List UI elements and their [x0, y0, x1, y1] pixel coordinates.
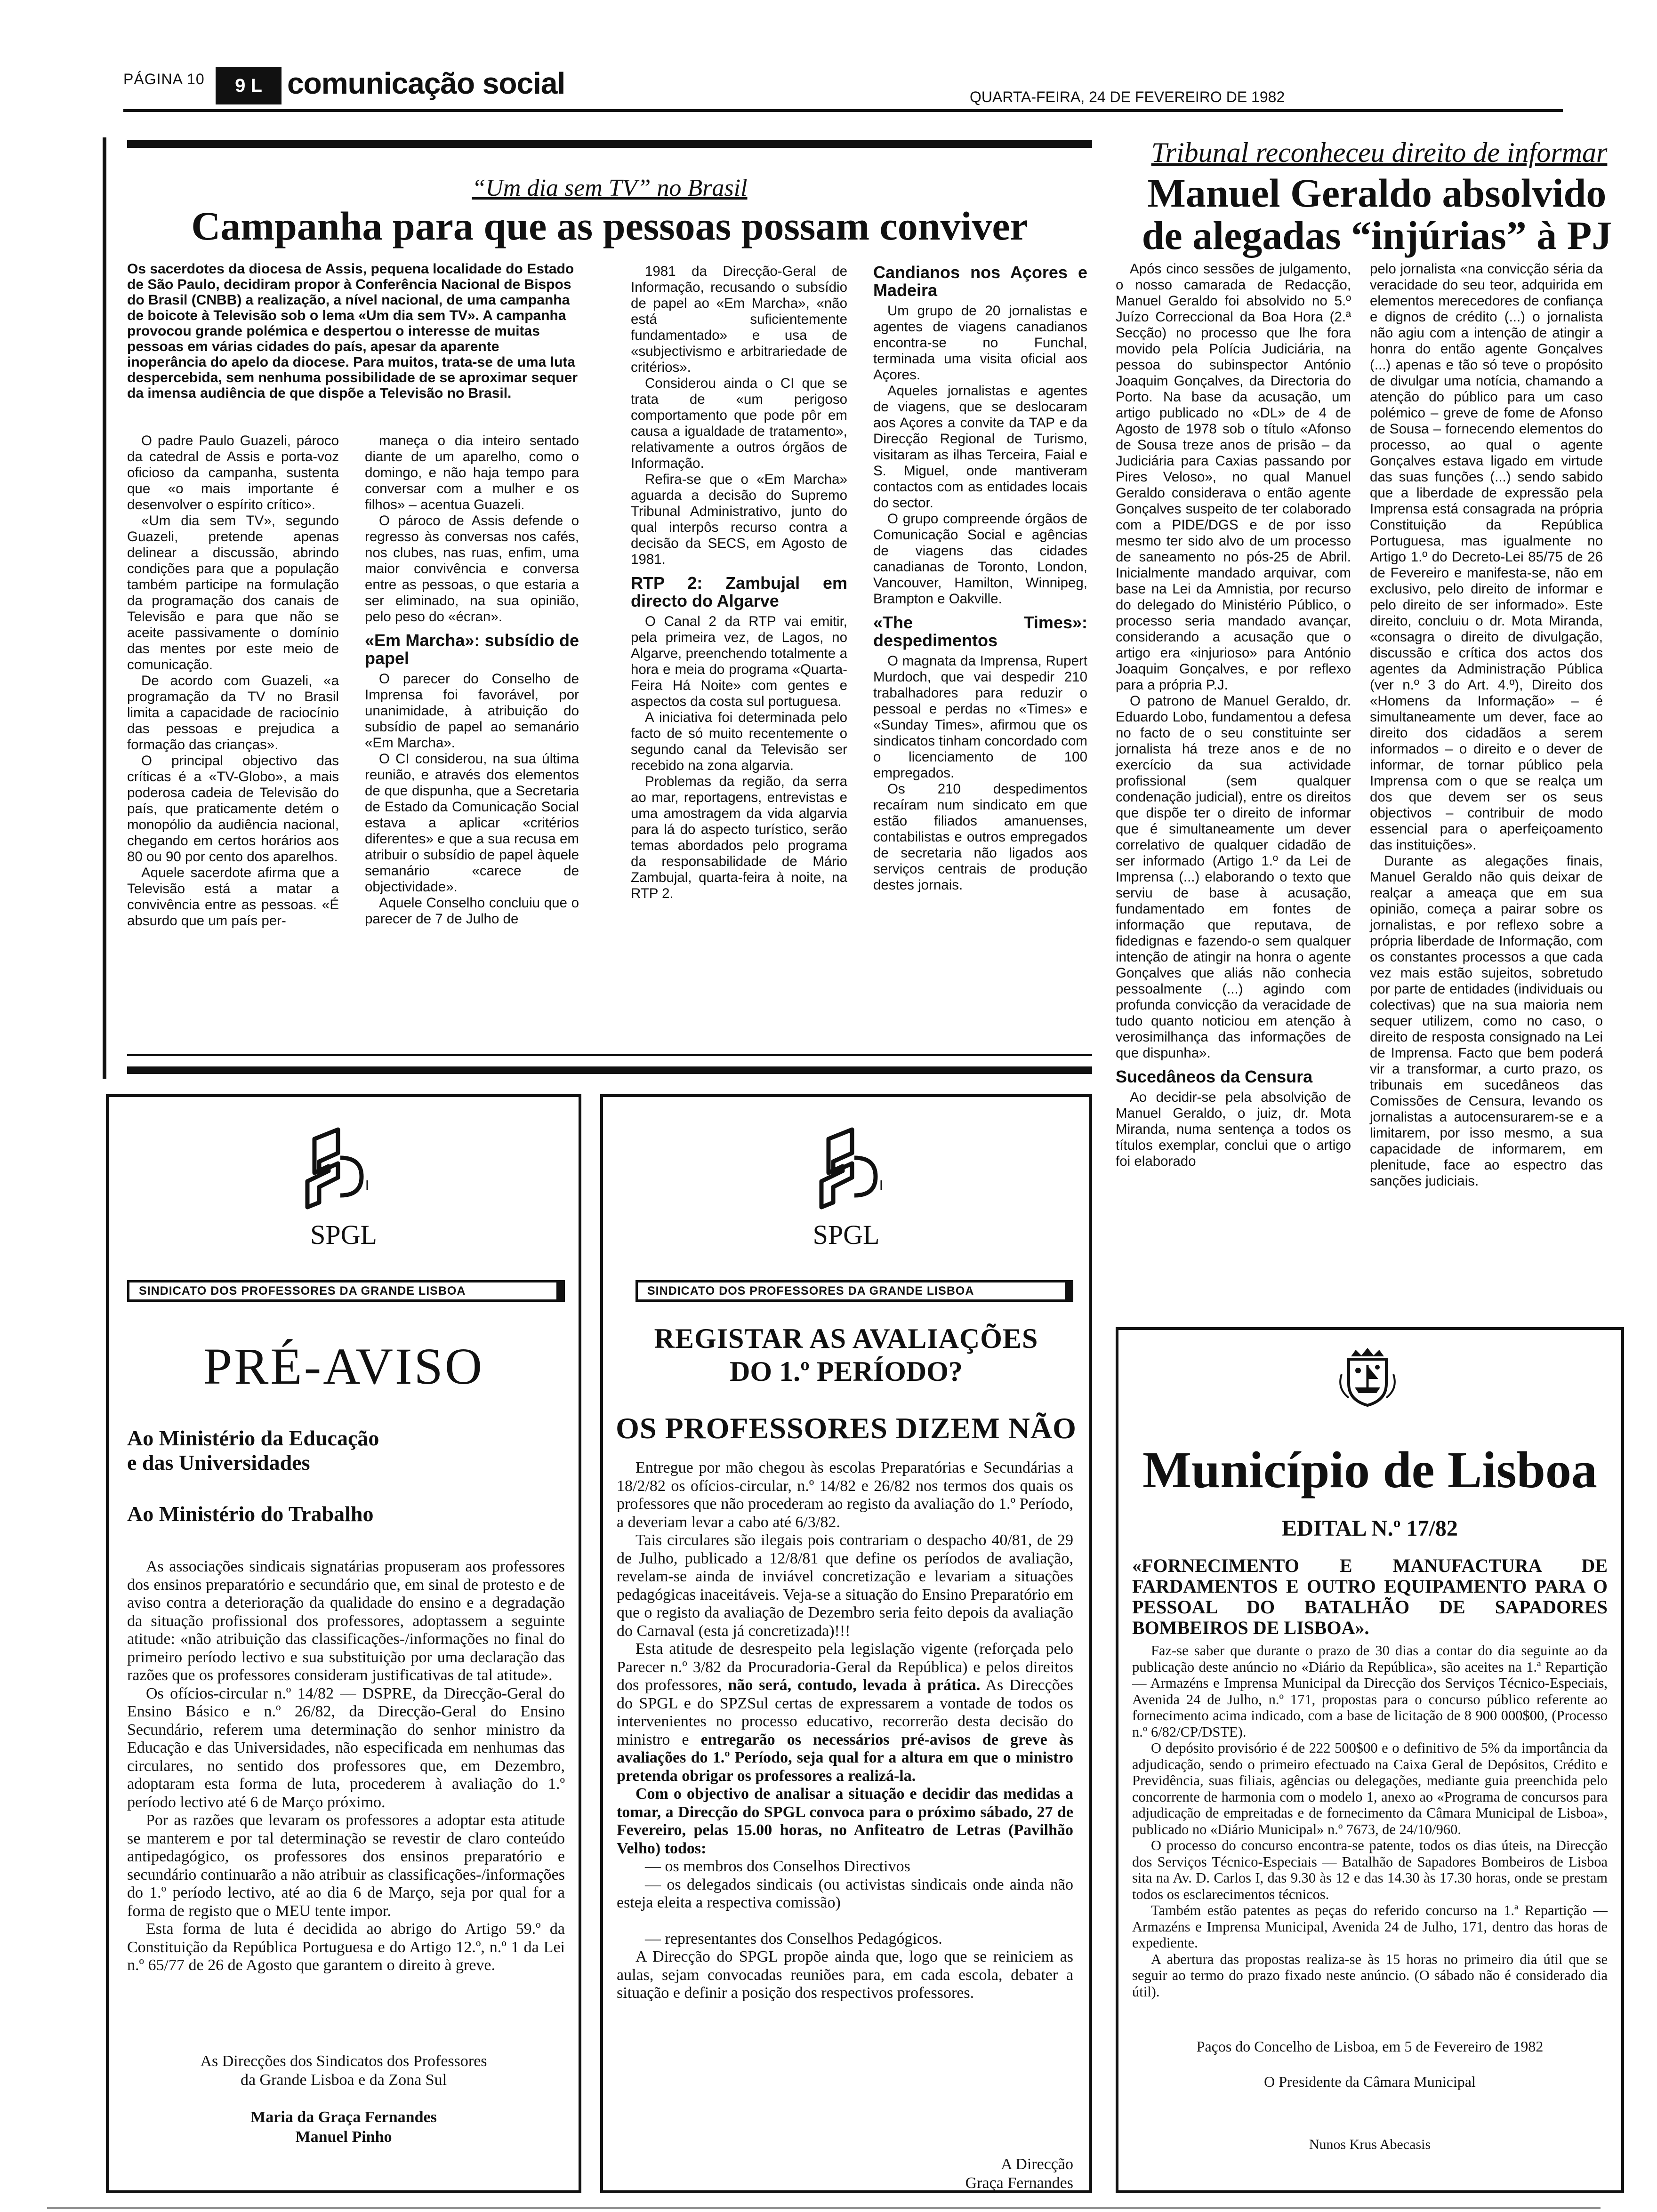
paragraph: O padre Paulo Guazeli, pároco da catedral de Assis e porta-voz oficioso da campanha, sustenta que «o mais importante é desenvolver o espírito crítico». [127, 433, 339, 513]
paragraph-bold: Com o objectivo de analisar a situação e decidir das medidas a tomar, a Direcção do SPGL convoca para o próximo sábado, 27 de Fevereiro, pelas 15.00 horas, no Anfiteatro de Letras (Pavilhão Velho) todos: [617, 1785, 1073, 1857]
paragraph: Por as razões que levaram os professores a adoptar esta atitude se manterem e por tal determinação se revestir de claro conteúdo antipedagógico, os professores dos ensinos preparatório e secundário continuarão a não atribuir as classificações-/informações do 1.º período lectivo, até ao dia 6 de Março, seja por qual for a forma de registo que o MEU tente impor. [127, 1811, 565, 1920]
paragraph: maneça o dia inteiro sentado diante de um aparelho, como o domingo, e não haja tempo para conversar com a mulher e os filhos» – acentua Guazeli. [365, 433, 579, 513]
avaliacoes-heading-line-2: DO 1.º PERÍODO? [730, 1356, 963, 1387]
paragraph: De acordo com Guazeli, «a programação da TV no Brasil limita a capacidade de raciocínio das pessoas e prejudica a formação das crianças». [127, 673, 339, 753]
union-name-bar: SINDICATO DOS PROFESSORES DA GRANDE LISBOA [127, 1280, 565, 1302]
preaviso-heading: PRÉ-AVISO [203, 1338, 484, 1395]
tv-article-lead: Os sacerdotes da diocesa de Assis, pequena localidade do Estado de São Paulo, decidiram propor à Conferência Nacional de Bispos do Brasil (CNBB) a realização, a nível nacional, de uma campanha de boicote à Televisão sob o lema «Um dia sem TV». A campanha provocou grande polémica e despertou o interesse de muitas pessoas em várias cidades do país, apesar da aparente inoperância do apelo da diocese. Para muitos, trata-se de uma luta despercebida, sem nenhuma possibilidade de se aproximar sequer da imensa audiência de que dispõe a Televisão no Brasil. [127, 261, 578, 401]
masthead-rule [123, 109, 1563, 112]
paragraph: pelo jornalista «na convicção séria da veracidade do seu teor, adquirida em elementos merecedores de confiança e dignos de crédito (...) o jornalista não agiu com a intenção de atingir a honra do então agente Gonçalves (...) apenas e tão só teve o propósito de divulgar uma notícia, chamando a atenção do público para um caso polémico – greve de fome de Afonso de Sousa – fornecendo elementos do processo, ao qual o agente Gonçalves estava ligado em virtude das suas funções (...) sendo sabido que a liberdade de expressão pela Imprensa está consagrada na própria Constituição da República Portuguesa, mas igualmente no Artigo 1.º do Decreto-Lei 85/75 de 26 de Fevereiro e manifesta-se, não em exclusivo, pelo direito de informar e pelo direito de ser informado». Este direito, concluiu o dr. Mota Miranda, «consagra o direito de divulgação, discussão e crítica dos actos dos agentes da Administração Pública (ver n.º 3 do Art. 4.º), Direito dos «Homens da Informação» – é simultaneamente um dever, face ao direito dos cidadãos a serem informados – o direito e o dever de informar, de tornar público pela Imprensa com o que se realça um dos que devem ser os seus objectivos – contribuir de modo essencial para o aperfeiçoamento das instituições». [1370, 261, 1603, 853]
tv-article-column-4 [873, 264, 1087, 893]
text-run-bold: entregarão os necessários pré-avisos de greve às avaliações do 1.º Período, seja qual for a altura em que o ministro pretenda obrigar os professores a realizá-la. [617, 1731, 1074, 1785]
paragraph: 1981 da Direcção-Geral de Informação, recusando o subsídio de papel ao «Em Marcha», «não está suficientemente fundamentado» e usa de «subjectivismo e arbitrariedade de critérios». [631, 264, 847, 375]
page-bottom-rule [47, 2207, 1601, 2209]
paragraph: O patrono de Manuel Geraldo, dr. Eduardo Lobo, fundamentou a defesa no facto de o seu constituinte ser jornalista há treze anos e de no exercício da sua actividade profissional (sem qualquer condenação judicial), entre os direitos que dispõe ter o direito de informar que é simultaneamente um dever correlativo de qualquer cidadão de ser informado (Artigo 1.º da Lei de Imprensa (...) elaborando o texto que serviu de base à acusação, fundamentado em fontes de informação que reputava, de fidedignas e fazendo-o sem qualquer intenção de atingir na honra o agente Gonçalves que aliás não conhecia pessoalmente (...) agindo com profunda convicção da veracidade de tudo quanto noticiou em atenção à verosimilhança das informações de que dispunha». [1116, 693, 1351, 1061]
edital-subject: «FORNECIMENTO E MANUFACTURA DE FARDAMENTOS E OUTRO EQUIPAMENTO PARA O PESSOAL DO BATALHÃO DE SAPADORES BOMBEIROS DE LISBOA». [1132, 1555, 1608, 1638]
tv-article-column-3 [631, 264, 847, 902]
avaliacoes-heading-line-1: REGISTAR AS AVALIAÇÕES [654, 1323, 1038, 1354]
paragraph: Aquele Conselho concluiu que o parecer de 7 de Julho de [365, 895, 579, 927]
paragraph [617, 1640, 1073, 1785]
section-title: comunicação social [287, 66, 565, 100]
paragraph: O parecer do Conselho de Imprensa foi favorável, por unanimidade, à atribuição do subsídio de papel ao semanário «Em Marcha». [365, 671, 579, 751]
paragraph: O magnata da Imprensa, Rupert Murdoch, que vai despedir 210 trabalhadores para reduzir o pessoal e perdas no «Times» e «Sunday Times», afirmou que os sindicatos tinham concordado com o licenciamento de 100 empregados. [873, 653, 1087, 781]
edital-number: EDITAL N.º 17/82 [1282, 1516, 1458, 1541]
subheading-canadianos: Candianos nos Açores e Madeira [873, 263, 1087, 300]
addressee-line: Ao Ministério da Educação [127, 1426, 379, 1450]
avaliacoes-body [617, 1459, 1073, 2003]
paragraph: O principal objectivo das críticas é a «TV-Globo», a mais poderosa cadeia de Televisão do país, que praticamente detém o monopólio da audiência nacional, chegando em certos horários aos 80 ou 90 por cento dos aparelhos. [127, 753, 339, 865]
text-run: Esta atitude de desrespeito pela legislação vigente (reforçada pelo Parecer n.º 3/82 da Procuradoria-Geral da República) e pelos direitos dos professores, [617, 1640, 1073, 1694]
paragraph: Também estão patentes as peças do referido concurso na 1.ª Repartição — Armazéns e Imprensa Municipal, Avenida 24 de Julho, 171, dentro das horas de expediente. [1132, 1902, 1608, 1951]
paragraph: A abertura das propostas realiza-se às 15 horas no primeiro dia útil que se seguir ao termo do prazo fixado neste anúncio. (O sábado não é considerado dia útil). [1132, 1951, 1608, 2000]
addressee-ministry-labour: Ao Ministério do Trabalho [127, 1502, 374, 1526]
signer-name: Maria da Graça Fernandes [250, 2108, 437, 2126]
paragraph: Os ofícios-circular n.º 14/82 — DSPRE, da Direcção-Geral do Ensino Básico e n.º 26/82, da Direcção-Geral do Ensino Secundário, referem uma determinação do senhor ministro da Educação e das Universidades, não especificada em nenhumas das circulares, no sentido dos professores que, em Dezembro, adoptaram esta forma de luta, procederem à avaliação do 1.º período lectivo até 6 de Março próximo. [127, 1684, 565, 1811]
tv-article-kicker: “Um dia sem TV” no Brasil [472, 175, 748, 201]
paragraph: O grupo compreende órgãos de Comunicação Social e agências de viagens das cidades canadianas de Toronto, London, Vancouver, Hamilton, Winnipeg, Brampton e Oakville. [873, 511, 1087, 607]
paragraph: Aquele sacerdote afirma que a Televisão está a matar a convivência entre as pessoas. «É absurdo que um país per- [127, 865, 339, 929]
tv-article-headline: Campanha para que as pessoas possam conviver [191, 203, 1028, 248]
subheading-times: «The Times»: despedimentos [873, 613, 1087, 650]
preaviso-body [127, 1558, 565, 1975]
paragraph: Os 210 despedimentos recaíram num sindicato em que estão filiados amanuenses, contabilistas e outros empregados de secretaria não ligados aos serviços centrais de produção destes jornais. [873, 781, 1087, 893]
issue-date: QUARTA-FEIRA, 24 DE FEVEREIRO DE 1982 [970, 88, 1285, 105]
tv-article-bottom-bar [127, 1066, 1092, 1074]
list-item: — os membros dos Conselhos Directivos [645, 1858, 910, 1875]
subheading-censura: Sucedâneos da Censura [1116, 1067, 1313, 1086]
edital-place-date: Paços do Concelho de Lisboa, em 5 de Fevereiro de 1982 [1196, 2038, 1544, 2055]
paragraph: O Canal 2 da RTP vai emitir, pela primeira vez, de Lagos, no Algarve, preenchendo totalmente a hora e meia do programa «Quarta-Feira Há Noite» com gentes e aspectos da costa sul portuguesa. [631, 614, 847, 709]
subheading-em-marcha: «Em Marcha»: subsídio de papel [365, 631, 579, 668]
signoff-line: da Grande Lisboa e da Zona Sul [240, 2071, 447, 2089]
spgl-name: SPGL [310, 1219, 377, 1250]
list-item: — representantes dos Conselhos Pedagógicos. [645, 1930, 942, 1948]
signoff-line: As Direcções dos Sindicatos dos Professores [200, 2052, 487, 2070]
tv-article-column-2 [365, 433, 579, 927]
paragraph: Após cinco sessões de julgamento, o nosso camarada de Redacção, Manuel Geraldo foi absolvido no 5.º Juízo Correccional da Boa Hora (2.ª Secção) no processo que lhe fora movido pela Polícia Judiciária, na pessoa do subinspector António Joaquim Gonçalves, da Directoria do Porto. Na base da acusação, um artigo publicado no «DL» de 4 de Agosto de 1978 sob o título «Afonso de Sousa treze anos de prisão – da Judiciária para Caxias passando por Pires Veloso», no qual Manuel Geraldo considerava o então agente Gonçalves suspeito de ter colaborado com a PIDE/DGS e de por isso mesmo ter sido alvo de um processo de saneamento no pós-25 de Abril. Inicialmente mandado arquivar, com base na Lei da Amnistia, por recurso do delegado do Ministério Público, o processo seria mandado avançar, considerando a acusação que o artigo era «injurioso» para António Joaquim Gonçalves, e por reflexo para a própria P.J. [1116, 261, 1351, 693]
spgl-name: SPGL [812, 1219, 880, 1250]
page-number-label: PÁGINA 10 [123, 71, 205, 88]
paragraph: Aqueles jornalistas e agentes de viagens, que se deslocaram aos Açores a convite da TAP e da Direcção Regional de Turismo, visitaram as ilhas Terceira, Faial e S. Miguel, onde mantiveram contactos com as entidades locais do sector. [873, 383, 1087, 511]
paragraph: Um grupo de 20 jornalistas e agentes de viagens canadianos encontra-se no Funchal, terminada uma visita oficial aos Açores. [873, 303, 1087, 383]
edital-body [1132, 1643, 1608, 2000]
paragraph: O depósito provisório é de 222 500$00 e o definitivo de 5% da importância da adjudicação, sendo o primeiro efectuado na Caixa Geral de Depósitos, Crédito e Previdência, suas filiais, agências ou delegações, mediante guia preenchida pelo concorrente de harmonia com o modelo 1, anexo ao «Programa de concursos para adjudicação de empreitadas e de fornecimento da Câmara Municipal de Lisboa», publicado no «Diário Municipal» n.º 7673, de 24/10/960. [1132, 1740, 1608, 1837]
paragraph: Problemas da região, da serra ao mar, reportagens, entrevistas e uma amostragem da vida algarvia para lá do aspecto turístico, serão temas abordados pelo programa da responsabilidade de Mário Zambujal, quarta-feira à noite, na RTP 2. [631, 774, 847, 901]
text-run-bold: não será, contudo, levada à prática. [728, 1676, 981, 1694]
tv-article-column-1 [127, 433, 339, 929]
paragraph: Entregue por mão chegou às escolas Preparatórias e Secundárias a 18/2/82 os ofícios-circular, n.º 14/82 e 26/82 nos termos dos quais os professores que não procederam ao registo da avaliação do 1.º Período, a deveriam levar a cabo até 6/3/82. [617, 1459, 1073, 1531]
lisboa-crest-icon [1337, 1346, 1398, 1407]
avaliacoes-heading-line-3: OS PROFESSORES DIZEM NÃO [616, 1411, 1077, 1445]
paragraph: Ao decidir-se pela absolvição de Manuel Geraldo, o juiz, dr. Mota Miranda, numa sentença a todos os títulos exemplar, conclui que o artigo foi elaborado [1116, 1090, 1351, 1169]
paragraph: Tais circulares são ilegais pois contrariam o despacho 40/81, de 29 de Julho, publicado a 12/8/81 que define os períodos de avaliação, revelam-se ainda de inviável concretização e levariam a situações pedagógicas inaceitáveis. Veja-se a situação do Ensino Preparatório em que o registo da avaliação de Dezembro seria feito depois da avaliação do Carnaval (esta já concretizada)!!! [617, 1531, 1073, 1640]
spgl-logo-icon [286, 1125, 380, 1214]
paragraph: Durante as alegações finais, Manuel Geraldo não quis deixar de realçar a ameaça que em sua opinião, começa a pairar sobre os jornalistas, e por reflexo sobre a própria liberdade de Informação, com os constantes processos a que cada vez mais estão sujeitos, sobretudo por parte de entidades (individuais ou colectivas) que na sua maioria nem sequer utilizem, como no caso, o direito de resposta consignado na Lei de Imprensa. Facto que bem poderá vir a transformar, a curto prazo, os tribunais em sucedâneos das Comissões de Censura, levando os jornalistas a autocensurarem-se e a limitarem, por isso mesmo, a sua capacidade de informarem, em plenitude, face ao espectro das sanções judiciais. [1370, 853, 1603, 1189]
subheading-rtp2: RTP 2: Zambujal em directo do Algarve [631, 573, 847, 610]
text-run: As Direcções do SPGL e do SPZSul certas de expressarem a vontade de todos os intervenientes no processo educativo, recorrerão desta decisão do ministro e [617, 1676, 1074, 1748]
signoff-line: A Direcção [1001, 2156, 1073, 2173]
signer-name: Manuel Pinho [295, 2128, 392, 2146]
paragraph: Refira-se que o «Em Marcha» aguarda a decisão do Supremo Tribunal Administrativo, junto do qual interpôs recurso contra a decisão da SECS, em Agosto de 1981. [631, 472, 847, 567]
paragraph: Faz-se saber que durante o prazo de 30 dias a contar do dia seguinte ao da publicação deste anúncio no «Diário da República», são aceites na 1.ª Repartição — Armazéns e Imprensa Municipal da Direcção dos Serviços Técnico-Especiais, Avenida 24 de Julho, n.º 171, propostas para o concurso público referente ao fornecimento acima indicado, com a base de licitação de 8 900 000$00, (Processo n.º 6/82/CP/DSTE). [1132, 1643, 1608, 1740]
tribunal-article-column-2 [1370, 261, 1603, 1189]
list-item: — os delegados sindicais (ou activistas sindicais onde ainda não esteja eleita a respectiva comissão) [617, 1875, 1073, 1911]
paragraph: «Um dia sem TV», segundo Guazeli, pretende apenas delinear a discussão, abrindo condições para que a população também participe na formulação da programação dos canais de Televisão e para que não se aceite passivamente o domínio das mentes por este meio de comunicação. [127, 513, 339, 673]
paragraph: O pároco de Assis defende o regresso às conversas nos cafés, nos clubes, nas ruas, enfim, uma maior convivência e conversa entre as pessoas, o que estaria a ser eliminado, na sua opinião, pelo peso do «écran». [365, 513, 579, 625]
addressee-ministry-education [127, 1426, 551, 1475]
paragraph: A Direcção do SPGL propõe ainda que, logo que se reiniciem as aulas, sejam convocadas reuniões para, em cada escola, debater a situação e definir a posição dos respectivos professores. [617, 1948, 1073, 2002]
paragraph: A iniciativa foi determinada pelo facto de só muito recentemente o segundo canal da Televisão ser recebido na zona algarvia. [631, 710, 847, 773]
edital-signer-role: O Presidente da Câmara Municipal [1264, 2073, 1476, 2090]
edital-signer-name: Nunos Krus Abecasis [1309, 2137, 1431, 2152]
union-name-bar: SINDICATO DOS PROFESSORES DA GRANDE LISBOA [635, 1280, 1073, 1302]
signer-name: Graça Fernandes [965, 2174, 1073, 2192]
tribunal-article-title-line-2: de alegadas “injúrias” à PJ [1142, 213, 1612, 258]
addressee-line: e das Universidades [127, 1451, 310, 1475]
tribunal-article-kicker: Tribunal reconheceu direito de informar [1151, 137, 1608, 168]
spgl-logo-icon [800, 1125, 894, 1214]
tribunal-article-title-line-1: Manuel Geraldo absolvido [1147, 170, 1607, 216]
tribunal-article-column-1 [1116, 261, 1351, 1170]
paragraph: Considerou ainda o CI que se trata de «um perigoso comportamento que pode pôr em causa a igualdade de tratamento», relativamente a outros órgãos de Informação. [631, 376, 847, 471]
preaviso-signoff [106, 2052, 581, 2090]
paragraph: As associações sindicais signatárias propuseram aos professores dos ensinos preparatório e secundário que, em sinal de protesto e de aviso contra a deterioração da qualidade do ensino e a degradação da situação profissional dos professores, adoptassem a seguinte atitude: «não atribuição das classificações-/informações no final do primeiro período lectivo e sua substituição por uma declaração das razões que os professores consideram justificativas de tal atitude». [127, 1558, 565, 1684]
paragraph: Esta forma de luta é decidida ao abrigo do Artigo 59.º da Constituição da República Portuguesa e do Artigo 12.º, n.º 1 da Lei n.º 65/77 de 26 de Agosto que garantem o direito à greve. [127, 1920, 565, 1974]
paragraph: O processo do concurso encontra-se patente, todos os dias úteis, na Direcção dos Serviços Técnico-Especiais — Batalhão de Sapadores Bombeiros de Lisboa sita na Av. D. Carlos I, das 9.30 às 12 e das 14.30 às 17.30 horas, onde se prestam todos os esclarecimentos técnicos. [1132, 1837, 1608, 1902]
tv-article-bottom-rule [127, 1054, 1092, 1056]
tv-article-top-bar [127, 140, 1092, 148]
lisboa-notice-title: Município de Lisboa [1142, 1441, 1597, 1499]
paragraph: O CI considerou, na sua última reunião, e através dos elementos de que dispunha, que a Secretaria de Estado da Comunicação Social estava a aplicar «critérios diferentes» e que a sua recusa em atribuir o subsídio de papel àquele semanário «carece de objectividade». [365, 751, 579, 895]
section-logo: 9 L [216, 67, 282, 104]
